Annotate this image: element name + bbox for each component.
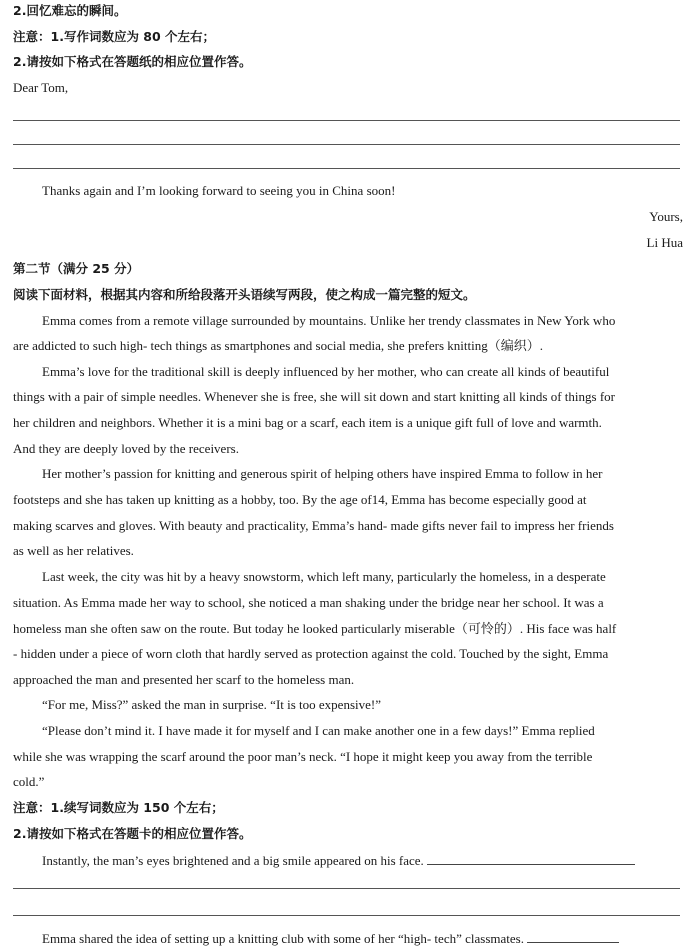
note-format-2: 2.请按如下格式在答题卡的相应位置作答。	[13, 826, 252, 841]
story-line: Emma’s love for the traditional skill is deeply influenced by her mother, who can create all kinds of beautiful	[42, 364, 610, 379]
story-line: while she was wrapping the scarf around the poor man’s neck. “I hope it might keep you away from the terrible	[13, 749, 593, 764]
answer-line	[13, 120, 680, 121]
paragraph-2-text: Emma shared the idea of setting up a knitting club with some of her “high- tech” classmates.	[42, 931, 524, 946]
story-line: Her mother’s passion for knitting and generous spirit of helping others have inspired Emma to follow in her	[42, 466, 603, 481]
story-line: her children and neighbors. Whether it is a mini bag or a scarf, each item is a unique gift full of love and warmth.	[13, 415, 602, 430]
answer-line	[13, 144, 680, 145]
story-line: Emma comes from a remote village surrounded by mountains. Unlike her trendy classmates in New York who	[42, 313, 616, 328]
story-line: “For me, Miss?” asked the man in surprise. “It is too expensive!”	[42, 697, 381, 712]
story-line: cold.”	[13, 774, 45, 789]
section-heading: 第二节（满分 25 分）	[13, 261, 140, 276]
answer-line	[13, 888, 680, 889]
story-line: footsteps and she has taken up knitting as a hobby, too. By the age of14, Emma has become especially good at	[13, 492, 587, 507]
section-instruction: 阅读下面材料，根据其内容和所给段落开头语续写两段，使之构成一篇完整的短文。	[13, 287, 476, 302]
letter-greeting: Dear Tom,	[13, 80, 69, 95]
story-line: situation. As Emma made her way to school, she noticed a man shaking under the bridge near her school. It was a	[13, 595, 604, 610]
paragraph-1-opener	[42, 852, 635, 869]
answer-line	[13, 168, 680, 169]
writing-blank	[527, 930, 619, 943]
note-word-count: 注意：1.写作词数应为 80 个左右；	[13, 29, 216, 44]
paragraph-2-opener	[42, 930, 619, 947]
task-point-2: 2.回忆难忘的瞬间。	[13, 3, 127, 18]
letter-sign-off: Yours,	[649, 209, 683, 224]
story-line: “Please don’t mind it. I have made it for myself and I can make another one in a few days!” Emma replied	[42, 723, 595, 738]
writing-blank	[427, 852, 635, 865]
note-format: 2.请按如下格式在答题纸的相应位置作答。	[13, 54, 252, 69]
story-line: making scarves and gloves. With beauty and practicality, Emma’s hand- made gifts never fail to impress her friends	[13, 518, 614, 533]
note-word-count-2: 注意：1.续写词数应为 150 个左右；	[13, 800, 224, 815]
story-line: homeless man she often saw on the route. But today he looked particularly miserable（可怜的）. His face was half	[13, 621, 617, 636]
story-line: - hidden under a piece of worn cloth that hardly served as protection against the cold. Touched by the sight, Emma	[13, 646, 609, 661]
story-line: as well as her relatives.	[13, 543, 134, 558]
story-line: And they are deeply loved by the receivers.	[13, 441, 239, 456]
story-line: approached the man and presented her scarf to the homeless man.	[13, 672, 355, 687]
story-line: are addicted to such high- tech things as smartphones and social media, she prefers knitting（编织）.	[13, 338, 543, 353]
story-line: Last week, the city was hit by a heavy snowstorm, which left many, particularly the homeless, in a desperate	[42, 569, 606, 584]
story-line: things with a pair of simple needles. Whenever she is free, she will sit down and start knitting all kinds of things for	[13, 389, 615, 404]
paragraph-1-text: Instantly, the man’s eyes brightened and a big smile appeared on his face.	[42, 853, 424, 868]
answer-line	[13, 915, 680, 916]
letter-signature: Li Hua	[646, 235, 683, 250]
letter-closing: Thanks again and I’m looking forward to seeing you in China soon!	[42, 183, 396, 198]
